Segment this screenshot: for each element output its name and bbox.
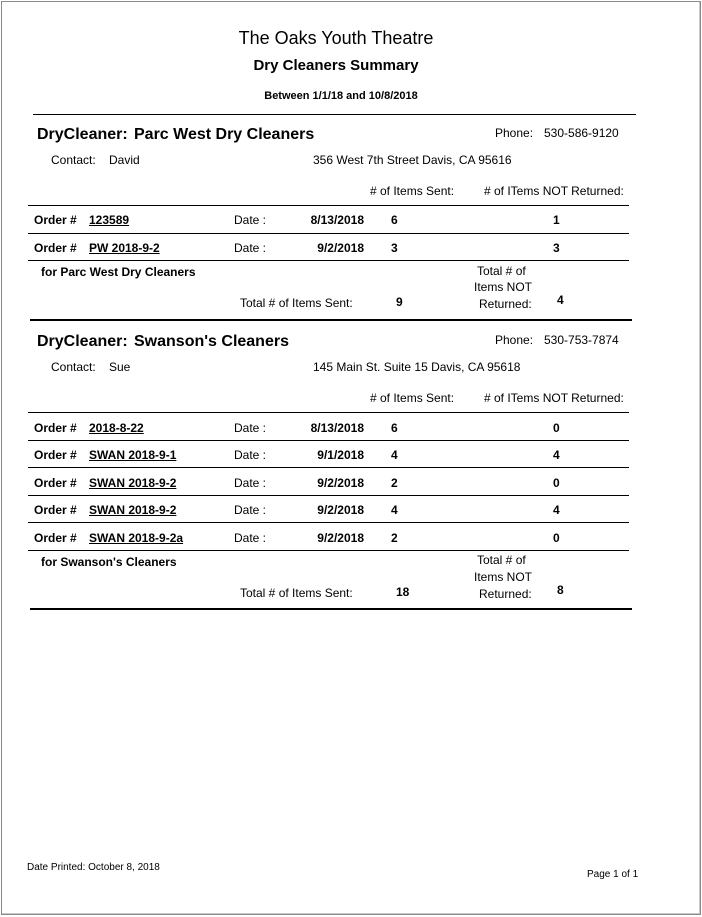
total-sent-label: Total # of Items Sent: xyxy=(240,296,353,310)
order-id-link[interactable]: PW 2018-9-2 xyxy=(89,241,160,255)
phone-label: Phone: xyxy=(495,333,534,347)
contact-label: Contact: xyxy=(51,360,96,374)
order-id-link[interactable]: 2018-8-22 xyxy=(89,421,144,435)
group-divider xyxy=(30,608,632,610)
table-divider xyxy=(28,205,629,206)
drycleaner-label: DryCleaner: xyxy=(37,333,128,350)
report-org-title: The Oaks Youth Theatre xyxy=(238,28,434,48)
drycleaner-label: DryCleaner: xyxy=(37,126,128,143)
report-title: Dry Cleaners Summary xyxy=(253,57,419,74)
order-id-link[interactable]: SWAN 2018-9-2 xyxy=(89,503,177,517)
phone-value: 530-586-9120 xyxy=(544,126,619,140)
total-not-returned-label-line1: Total # of xyxy=(477,553,526,567)
order-date: 9/1/2018 xyxy=(317,448,364,462)
order-label: Order # xyxy=(34,531,77,545)
order-id-link[interactable]: SWAN 2018-9-2a xyxy=(89,531,184,545)
order-date: 9/2/2018 xyxy=(317,503,364,517)
total-not-returned-label-line1: Total # of xyxy=(477,264,526,278)
report-date-range: Between 1/1/18 and 10/8/2018 xyxy=(264,90,418,102)
order-sent-count: 6 xyxy=(391,213,398,227)
row-divider xyxy=(28,440,629,441)
order-sent-count: 2 xyxy=(391,531,398,545)
group-footer-label: for Swanson's Cleaners xyxy=(41,555,177,569)
total-not-returned-label-line2: Items NOT xyxy=(474,280,533,294)
total-sent-value: 9 xyxy=(396,295,403,309)
header-divider xyxy=(33,114,636,115)
order-not-returned-count: 4 xyxy=(553,503,560,517)
order-date: 9/2/2018 xyxy=(317,241,364,255)
total-sent-value: 18 xyxy=(396,585,410,599)
total-not-returned-value: 8 xyxy=(557,583,564,597)
order-date: 9/2/2018 xyxy=(317,476,364,490)
page-number: Page 1 of 1 xyxy=(587,869,639,880)
total-not-returned-label-line2: Items NOT xyxy=(474,570,533,584)
order-not-returned-count: 0 xyxy=(553,476,560,490)
row-divider xyxy=(28,233,629,234)
date-label: Date : xyxy=(234,448,267,462)
order-sent-count: 4 xyxy=(391,503,398,517)
order-sent-count: 6 xyxy=(391,421,398,435)
order-sent-count: 2 xyxy=(391,476,398,490)
order-sent-count: 4 xyxy=(391,448,398,462)
order-date: 8/13/2018 xyxy=(310,213,364,227)
contact-label: Contact: xyxy=(51,153,96,167)
row-divider xyxy=(28,495,629,496)
order-not-returned-count: 4 xyxy=(553,448,560,462)
order-id-link[interactable]: 123589 xyxy=(89,213,130,227)
group-divider xyxy=(30,319,632,321)
order-not-returned-count: 3 xyxy=(553,241,560,255)
order-label: Order # xyxy=(34,421,77,435)
order-date: 8/13/2018 xyxy=(310,421,364,435)
date-label: Date : xyxy=(234,531,267,545)
total-not-returned-label-line3: Returned: xyxy=(479,297,532,311)
drycleaner-name: Parc West Dry Cleaners xyxy=(134,126,315,143)
date-label: Date : xyxy=(234,213,267,227)
total-not-returned-label-line3: Returned: xyxy=(479,587,532,601)
total-not-returned-value: 4 xyxy=(557,293,564,307)
date-label: Date : xyxy=(234,476,267,490)
group-footer-label: for Parc West Dry Cleaners xyxy=(41,265,196,279)
report-page xyxy=(1,1,701,915)
address-value: 356 West 7th Street Davis, CA 95616 xyxy=(313,153,512,167)
items-not-returned-header: # of ITems NOT Returned: xyxy=(484,184,624,198)
order-not-returned-count: 0 xyxy=(553,531,560,545)
items-not-returned-header: # of ITems NOT Returned: xyxy=(484,391,624,405)
order-not-returned-count: 0 xyxy=(553,421,560,435)
address-value: 145 Main St. Suite 15 Davis, CA 95618 xyxy=(313,360,521,374)
items-sent-header: # of Items Sent: xyxy=(370,184,455,198)
date-label: Date : xyxy=(234,503,267,517)
row-divider xyxy=(28,522,629,523)
date-label: Date : xyxy=(234,241,267,255)
order-label: Order # xyxy=(34,241,77,255)
order-label: Order # xyxy=(34,503,77,517)
phone-label: Phone: xyxy=(495,126,534,140)
row-divider xyxy=(28,467,629,468)
items-sent-header: # of Items Sent: xyxy=(370,391,455,405)
order-id-link[interactable]: SWAN 2018-9-2 xyxy=(89,476,177,490)
order-sent-count: 3 xyxy=(391,241,398,255)
order-label: Order # xyxy=(34,448,77,462)
order-label: Order # xyxy=(34,213,77,227)
date-printed: Date Printed: October 8, 2018 xyxy=(27,862,160,873)
order-date: 9/2/2018 xyxy=(317,531,364,545)
table-divider xyxy=(28,412,629,413)
order-id-link[interactable]: SWAN 2018-9-1 xyxy=(89,448,177,462)
order-not-returned-count: 1 xyxy=(553,213,560,227)
contact-value: Sue xyxy=(109,360,131,374)
contact-value: David xyxy=(109,153,140,167)
order-label: Order # xyxy=(34,476,77,490)
row-divider xyxy=(28,550,629,551)
phone-value: 530-753-7874 xyxy=(544,333,619,347)
drycleaner-name: Swanson's Cleaners xyxy=(134,333,289,350)
date-label: Date : xyxy=(234,421,267,435)
row-divider xyxy=(28,260,629,261)
total-sent-label: Total # of Items Sent: xyxy=(240,586,353,600)
